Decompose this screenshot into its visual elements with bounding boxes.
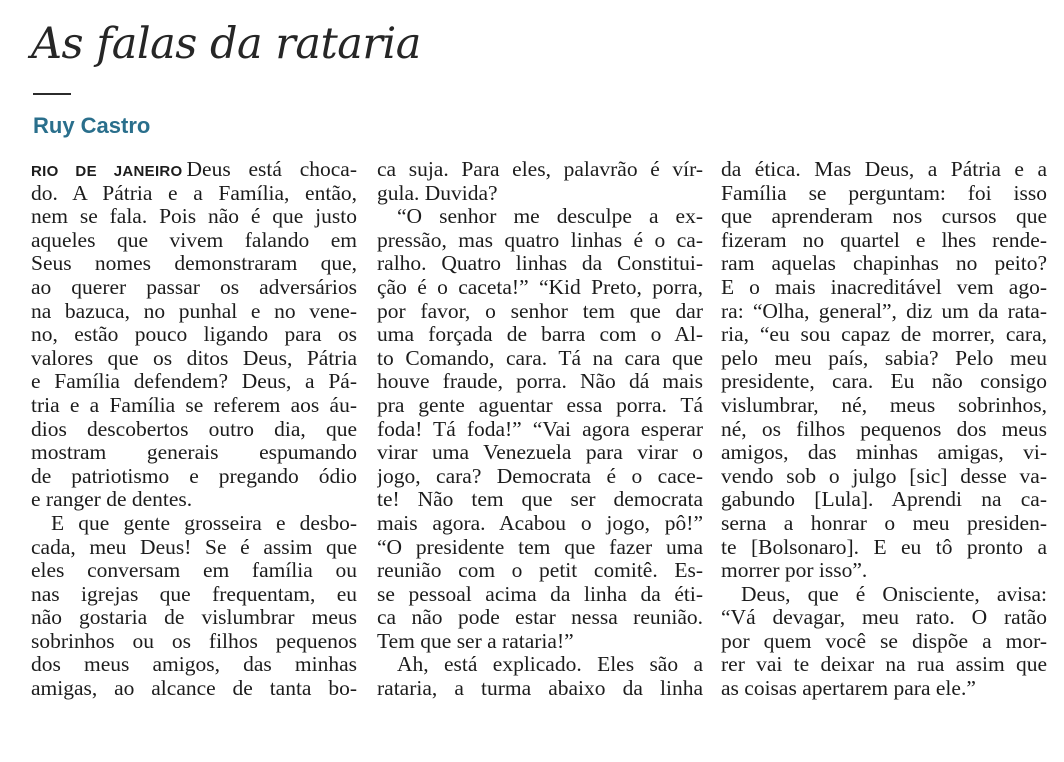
text-line-content: pelo meu país, sabia? Pelo meu [721,346,1047,370]
text-line [31,536,357,560]
text-line [31,583,357,607]
text-line [377,512,703,536]
text-line [721,347,1047,371]
text-line-content: dios descobertos outro dia, que [31,417,357,441]
text-line [721,488,1047,512]
text-line [31,323,357,347]
text-line [721,182,1047,206]
text-line-content: “Vá devagar, meu rato. O ratão [721,606,1047,630]
text-line-content: Tem que ser a rataria!” [377,629,574,653]
text-line-content: ra: “Olha, general”, diz um da rata- [721,299,1047,323]
text-line [377,158,703,182]
text-line-content: nas igrejas que frequentam, eu [31,582,357,606]
text-line-content: foda! Tá foda!” “Vai agora esperar [377,417,703,441]
text-line-content: da ética. Mas Deus, a Pátria e a [721,158,1047,181]
text-line [721,653,1047,677]
text-line-content: te [Bolsonaro]. E eu tô pronto a [721,535,1047,559]
text-line-content: ram aquelas chapinhas no peito? [721,252,1047,276]
text-line-content: que aprenderam nos cursos que [721,205,1047,229]
text-line-content: né, os filhos pequenos dos meus [721,417,1047,441]
text-line-content: E o mais inacreditável vem ago- [721,275,1047,299]
text-line-content: Deus, que é Onisciente, avisa: [741,582,1047,606]
text-line [721,630,1047,654]
text-line [377,347,703,371]
text-line [377,441,703,465]
text-line-content: se pessoal acima da linha da éti- [377,582,703,606]
text-line [31,559,357,583]
text-line-content: ao querer passar os adversários [31,275,357,299]
text-column-3 [721,158,1047,701]
text-line-content: serna a honrar o meu presiden- [721,511,1047,535]
text-line-content: nem se fala. Pois não é que justo [31,205,357,229]
text-line-content: eles conversam em família ou [31,559,357,583]
text-line [721,583,1047,607]
text-line [31,488,357,512]
text-line-content: to Comando, cara. Tá na cara que [377,346,703,370]
text-line-content: ca suja. Para eles, palavrão é vír- [377,158,703,181]
text-line [31,347,357,371]
text-line [31,606,357,630]
text-line [721,370,1047,394]
text-line [377,370,703,394]
text-line [377,606,703,630]
text-line-content: ca não pode estar nessa reunião. [377,606,703,630]
text-line [31,300,357,324]
text-line [31,630,357,654]
text-line [377,205,703,229]
text-line [377,583,703,607]
text-line [377,488,703,512]
text-line [31,252,357,276]
text-line-content: pra gente aguentar essa porra. Tá [377,393,703,417]
text-line [721,441,1047,465]
text-line [377,465,703,489]
text-line-content: Ah, está explicado. Eles são a [397,653,703,677]
text-line [721,276,1047,300]
text-line [377,252,703,276]
text-column-1 [31,158,357,701]
text-line [721,606,1047,630]
text-line [377,300,703,324]
text-line [377,536,703,560]
text-line-content: do. A Pátria e a Família, então, [31,181,357,205]
text-line-content: reunião com o petit comitê. Es- [377,559,703,583]
text-line [377,182,703,206]
text-line [31,370,357,394]
text-line-content: ção é o caceta!” “Kid Preto, porra, [377,275,703,299]
text-line-content: tria e a Família se referem aos áu- [31,393,357,417]
text-line-content: houve fraude, porra. Não dá mais [377,370,703,394]
article-headline: As falas da rataria [31,19,421,69]
text-line [377,418,703,442]
text-line [721,465,1047,489]
text-line-content: mais agora. Acabou o jogo, pô!” [377,511,703,535]
text-line-content: gabundo [Lula]. Aprendi na ca- [721,488,1047,512]
text-line-content: mostram generais espumando [31,441,357,465]
text-line [721,418,1047,442]
text-line [31,465,357,489]
text-line-content: sobrinhos ou os filhos pequenos [31,629,357,653]
text-line-content: ria, “eu sou capaz de morrer, cara, [721,323,1047,347]
text-line [377,394,703,418]
text-line-content: vendo sob o julgo [sic] desse va- [721,464,1047,488]
text-line-content: virar uma Venezuela para virar o [377,441,703,465]
text-line-content: cada, meu Deus! Se é assim que [31,535,357,559]
text-line [721,394,1047,418]
text-line [31,158,357,182]
text-line [31,276,357,300]
text-line-content: ralho. Quatro linhas da Constitui- [377,252,703,276]
text-column-2 [377,158,703,701]
text-line-content: E que gente grosseira e desbo- [51,511,357,535]
text-line-content: “O presidente tem que fazer uma [377,535,703,559]
text-line-content: pressão, mas quatro linhas é o ca- [377,228,703,252]
text-line-content: e Família defendem? Deus, a Pá- [31,370,357,394]
text-line [721,300,1047,324]
text-line [721,323,1047,347]
text-line-content: te! Não tem que ser democrata [377,488,703,512]
text-line-content: na bazuca, no punhal e no vene- [31,299,357,323]
text-line-content: fizeram no quartel e lhes rende- [721,228,1047,252]
text-line [377,630,703,654]
text-line-content: uma forçada de barra com o Al- [377,323,703,347]
text-line-content: Seus nomes demonstraram que, [31,252,357,276]
text-line [721,677,1047,701]
text-line-content: por favor, o senhor tem que dar [377,299,703,323]
text-line [31,418,357,442]
text-line-content: as coisas apertarem para ele.” [721,677,976,701]
text-line [721,205,1047,229]
text-line [31,394,357,418]
text-line [721,512,1047,536]
text-line [377,276,703,300]
text-line-content: dos meus amigos, das minhas [31,653,357,677]
text-line [721,158,1047,182]
text-line-content: rer vai te deixar na rua assim que [721,653,1047,677]
text-line-content: por quem você se dispõe a mor- [721,629,1047,653]
text-line-content: presidente, cara. Eu não consigo [721,370,1047,394]
text-line-content: amigas, ao alcance de tanta bo- [31,677,357,701]
dateline: RIO DE JANEIRO [31,163,183,180]
text-line-content: Deus está choca- [186,158,357,181]
text-line-content: não gostaria de vislumbrar meus [31,606,357,630]
text-line [377,229,703,253]
text-line [31,441,357,465]
text-line-content: valores que os ditos Deus, Pátria [31,346,357,370]
text-line [31,512,357,536]
text-line [377,653,703,677]
text-line [31,182,357,206]
byline-divider [33,93,71,95]
text-line [377,677,703,701]
text-line-content: gula. Duvida? [377,181,498,205]
text-line-content: de patriotismo e pregando ódio [31,464,357,488]
text-line [721,252,1047,276]
text-line [721,229,1047,253]
text-line-content: Família se perguntam: foi isso [721,181,1047,205]
text-line [721,559,1047,583]
text-line-content: no, estão pouco ligando para os [31,323,357,347]
author-byline: Ruy Castro [33,113,151,138]
text-line-content: amigos, das minhas amigas, vi- [721,441,1047,465]
text-line [377,559,703,583]
text-line [31,205,357,229]
text-line-content: “O senhor me desculpe a ex- [397,205,703,229]
text-line-content: e ranger de dentes. [31,488,193,512]
text-line-content: rataria, a turma abaixo da linha [377,677,703,701]
text-line [377,323,703,347]
text-line [31,653,357,677]
text-line-content: vislumbrar, né, meus sobrinhos, [721,393,1047,417]
text-line-content: jogo, cara? Democrata é o cace- [377,464,703,488]
text-line-content: morrer por isso”. [721,559,868,583]
text-line [31,229,357,253]
text-line [721,536,1047,560]
text-line [31,677,357,701]
text-line-content: aqueles que vivem falando em [31,228,357,252]
